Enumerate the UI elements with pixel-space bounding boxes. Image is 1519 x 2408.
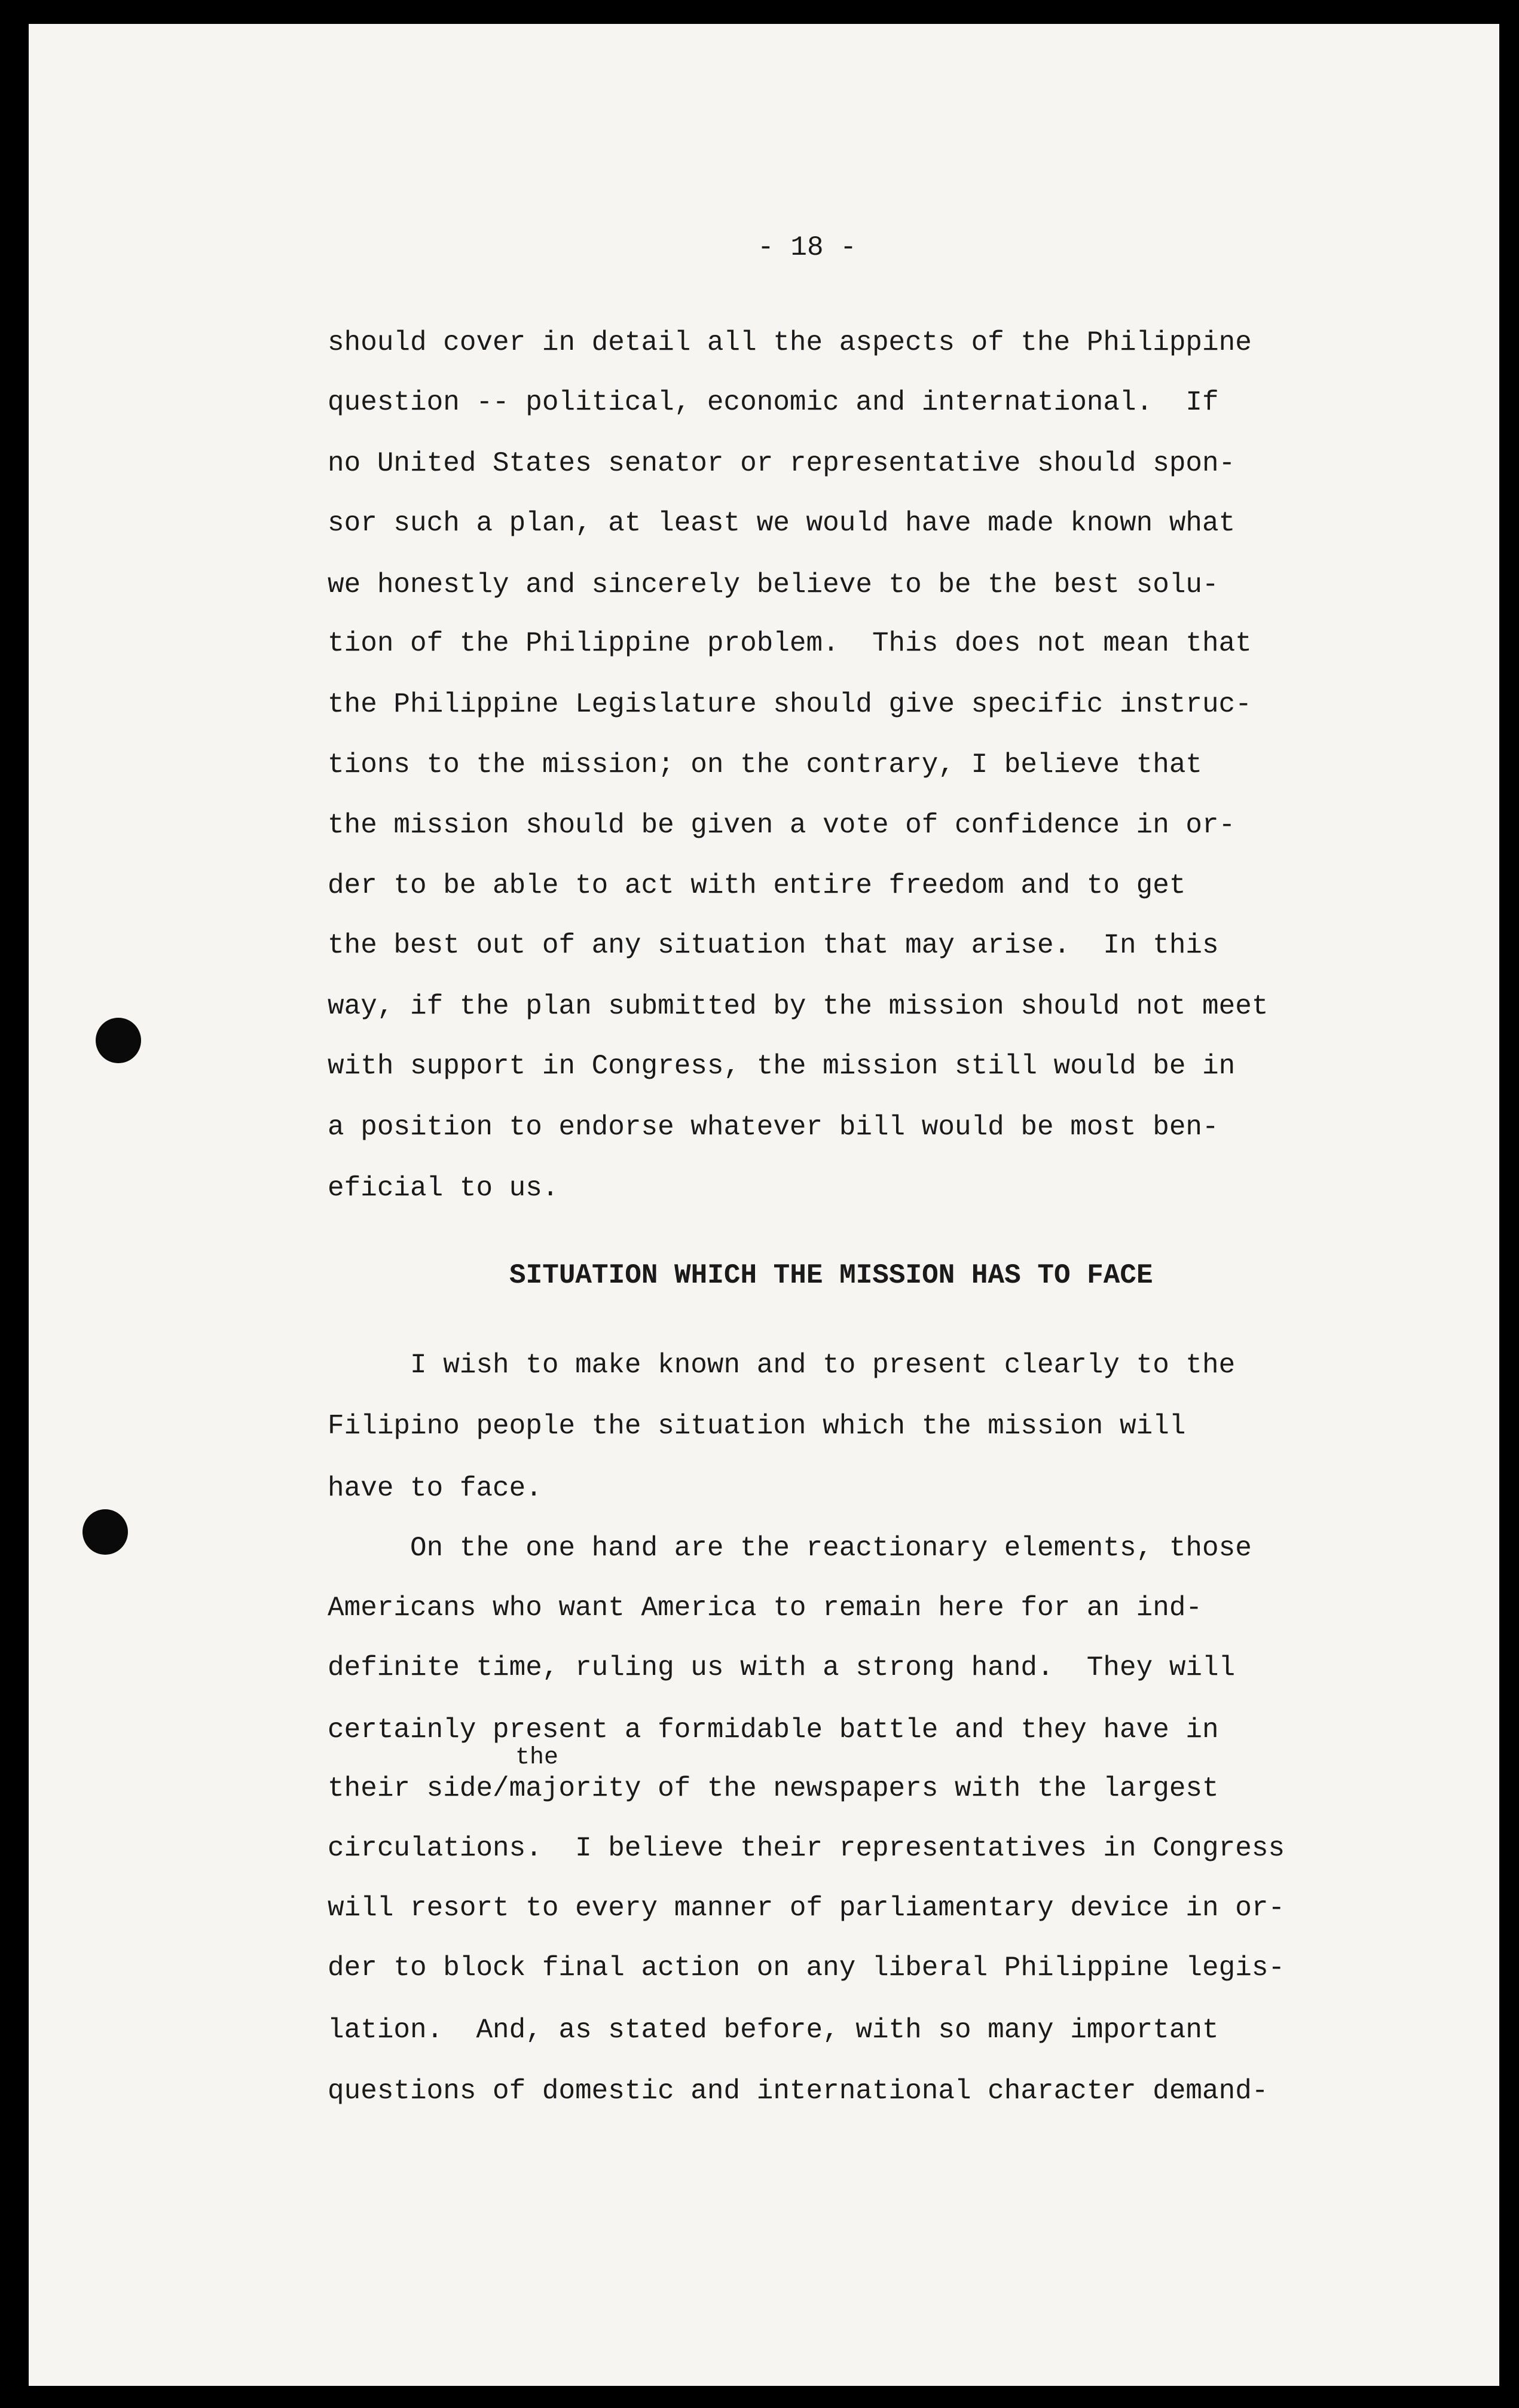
text-line: no United States senator or representative should spon- bbox=[328, 448, 1236, 479]
text-line: circulations. I believe their representatives in Congress bbox=[328, 1833, 1285, 1864]
text-line: sor such a plan, at least we would have made known what bbox=[328, 508, 1236, 539]
text-line: the best out of any situation that may arise. In this bbox=[328, 930, 1219, 961]
text-line: way, if the plan submitted by the mission should not meet bbox=[328, 991, 1269, 1022]
text-line: Filipino people the situation which the mission will bbox=[328, 1411, 1186, 1442]
handwritten-insertion: the bbox=[515, 1744, 559, 1771]
text-line: should cover in detail all the aspects of the Philippine bbox=[328, 327, 1252, 358]
text-line: Americans who want America to remain here for an ind- bbox=[328, 1592, 1203, 1623]
text-line: with support in Congress, the mission still would be in bbox=[328, 1051, 1236, 1082]
text-line: certainly present a formidable battle and they have in bbox=[328, 1714, 1219, 1745]
text-line: On the one hand are the reactionary elements, those bbox=[328, 1533, 1252, 1564]
punch-hole-top bbox=[96, 1018, 141, 1063]
section-heading: SITUATION WHICH THE MISSION HAS TO FACE bbox=[509, 1260, 1153, 1291]
text-line: I wish to make known and to present clearly to the bbox=[328, 1350, 1236, 1381]
text-line: a position to endorse whatever bill would be most ben- bbox=[328, 1112, 1219, 1143]
punch-hole-bottom bbox=[82, 1509, 128, 1555]
text-line: we honestly and sincerely believe to be the best solu- bbox=[328, 569, 1219, 600]
page-number: - 18 - bbox=[757, 232, 857, 263]
text-line: eficial to us. bbox=[328, 1173, 559, 1204]
text-line: questions of domestic and international character demand- bbox=[328, 2076, 1269, 2107]
text-line: question -- political, economic and international. If bbox=[328, 387, 1219, 418]
text-line: der to be able to act with entire freedom and to get bbox=[328, 870, 1186, 901]
text-line: der to block final action on any liberal Philippine legis- bbox=[328, 1952, 1285, 1983]
text-line: tion of the Philippine problem. This does not mean that bbox=[328, 628, 1252, 659]
text-line: have to face. bbox=[328, 1473, 542, 1504]
text-line: definite time, ruling us with a strong hand. They will bbox=[328, 1652, 1236, 1683]
text-line: will resort to every manner of parliamentary device in or- bbox=[328, 1893, 1285, 1924]
text-line: the mission should be given a vote of confidence in or- bbox=[328, 810, 1236, 841]
text-line: lation. And, as stated before, with so many important bbox=[328, 2015, 1219, 2046]
text-line: the Philippine Legislature should give specific instruc- bbox=[328, 689, 1252, 720]
text-line: tions to the mission; on the contrary, I believe that bbox=[328, 749, 1203, 780]
text-line: their side/majority of the newspapers with the largest bbox=[328, 1773, 1219, 1804]
